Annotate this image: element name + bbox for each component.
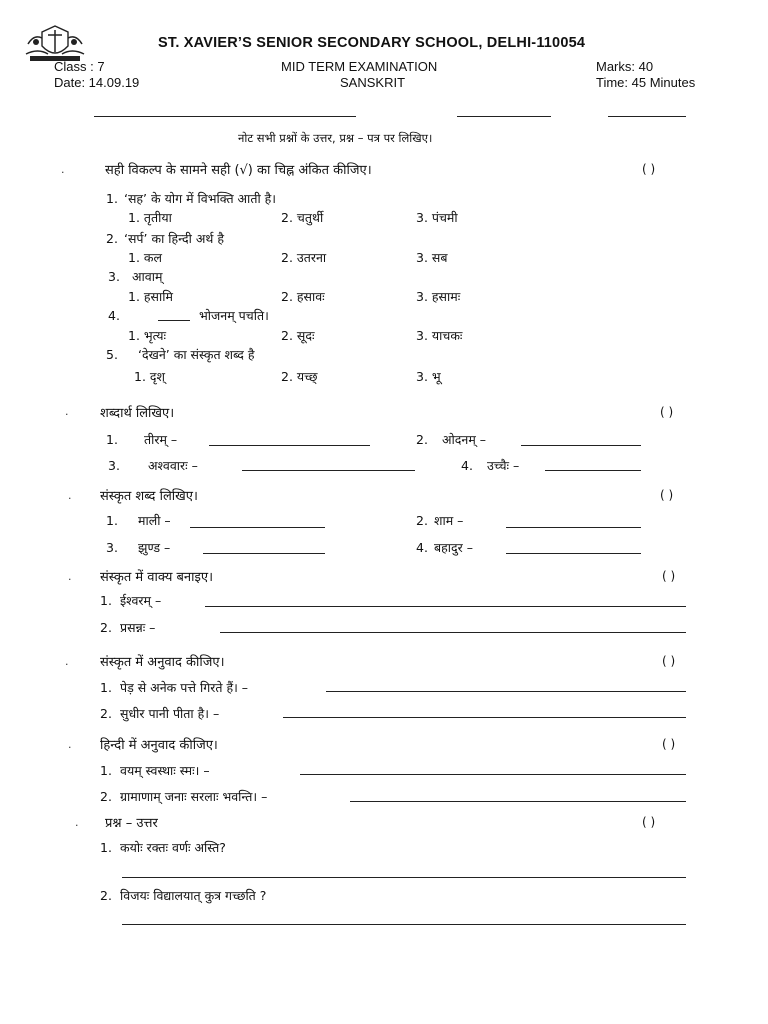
section-bullet: .: [68, 489, 72, 502]
s5-item-1-label: पेड़ से अनेक पत्ते गिरते हैं। –: [120, 680, 249, 695]
section-1-title: सही विकल्प के सामने सही (√) का चिह्न अंकित कीजिए।: [105, 163, 372, 178]
section-bullet: .: [61, 163, 65, 176]
section-6-title: हिन्दी में अनुवाद कीजिए।: [100, 738, 218, 753]
q5-option-1[interactable]: 1. दृश्: [134, 369, 166, 384]
instruction-note: नोट सभी प्रश्नों के उत्तर, प्रश्न – पत्र पर लिखिए।: [238, 131, 433, 145]
time-label: Time: 45 Minutes: [596, 75, 696, 90]
s6-item-2-number: 2.: [100, 789, 112, 804]
s2-item-2-answer-line[interactable]: [521, 445, 641, 446]
section-3-marks-box: ( ): [660, 488, 674, 502]
q2-option-2[interactable]: 2. उतरना: [281, 250, 327, 265]
school-name: ST. XAVIER’S SENIOR SECONDARY SCHOOL, DELHI-110054: [158, 35, 586, 51]
q3-option-2[interactable]: 2. हसावः: [281, 289, 325, 304]
s2-item-4-label: उच्चैः –: [487, 458, 520, 473]
s6-item-1-answer-line[interactable]: [300, 774, 686, 775]
section-bullet: .: [68, 738, 72, 751]
section-5-title: संस्कृत में अनुवाद कीजिए।: [100, 655, 225, 670]
s2-item-3-number: 3.: [108, 458, 120, 473]
section-7-title: प्रश्न – उत्तर: [105, 816, 158, 831]
q3-number: 3.: [108, 269, 120, 284]
s2-item-2-label: ओदनम् –: [442, 432, 487, 447]
s4-item-2-label: प्रसन्नः –: [120, 620, 156, 635]
s5-item-2-number: 2.: [100, 706, 112, 721]
s7-item-2-answer-line[interactable]: [122, 924, 686, 925]
s7-item-2-label: विजयः विद्यालयात् कुत्र गच्छति ?: [120, 888, 267, 903]
s3-item-1-number: 1.: [106, 513, 118, 528]
q1-number: 1.: [106, 191, 118, 206]
q2-option-1[interactable]: 1. कल: [128, 250, 162, 265]
s4-item-2-number: 2.: [100, 620, 112, 635]
s6-item-2-label: ग्रामाणाम् जनाः सरलाः भवन्ति। –: [120, 789, 268, 804]
q2-number: 2.: [106, 231, 118, 246]
section-4-title: संस्कृत में वाक्य बनाइए।: [100, 570, 214, 585]
s2-item-4-answer-line[interactable]: [545, 470, 641, 471]
s2-item-3-label: अश्ववारः –: [148, 458, 198, 473]
school-crest-logo: [24, 24, 86, 64]
s6-item-1-number: 1.: [100, 763, 112, 778]
q4-option-2[interactable]: 2. सूदः: [281, 328, 315, 343]
s2-item-3-answer-line[interactable]: [242, 470, 415, 471]
q3-text: आवाम्: [132, 269, 163, 284]
section-7-marks-box: ( ): [642, 815, 656, 829]
s3-item-2-number: 2.: [416, 513, 428, 528]
section-4-marks-box: ( ): [662, 569, 676, 583]
s7-item-1-answer-line[interactable]: [122, 877, 686, 878]
q3-option-3[interactable]: 3. हसामः: [416, 289, 461, 304]
s3-item-2-answer-line[interactable]: [506, 527, 641, 528]
s7-item-1-number: 1.: [100, 840, 112, 855]
s5-item-2-label: सुधीर पानी पीता है। –: [120, 706, 220, 721]
q5-text: ‘देखने’ का संस्कृत शब्द है: [138, 347, 255, 362]
q1-option-3[interactable]: 3. पंचमी: [416, 210, 458, 225]
s3-item-1-label: माली –: [138, 513, 171, 528]
q4-option-3[interactable]: 3. याचकः: [416, 328, 463, 343]
s3-item-3-label: झुण्ड –: [138, 540, 171, 555]
section-bullet: .: [75, 816, 79, 829]
q4-option-1[interactable]: 1. भृत्यः: [128, 328, 167, 343]
s2-item-1-label: तीरम् –: [144, 432, 178, 447]
s3-item-3-number: 3.: [106, 540, 118, 555]
s7-item-2-number: 2.: [100, 888, 112, 903]
roll-blank-line[interactable]: [457, 116, 551, 117]
s4-item-1-number: 1.: [100, 593, 112, 608]
q2-option-3[interactable]: 3. सब: [416, 250, 448, 265]
s2-item-4-number: 4.: [461, 458, 473, 473]
date-label: Date: 14.09.19: [54, 75, 140, 90]
s2-item-1-number: 1.: [106, 432, 118, 447]
s5-item-1-number: 1.: [100, 680, 112, 695]
section-bullet: .: [65, 655, 69, 668]
s6-item-1-label: वयम् स्वस्थाः स्मः। –: [120, 763, 210, 778]
section-6-marks-box: ( ): [662, 737, 676, 751]
s3-item-3-answer-line[interactable]: [203, 553, 325, 554]
section-blank-line[interactable]: [608, 116, 686, 117]
q5-option-3[interactable]: 3. भू: [416, 369, 441, 384]
q4-text: भोजनम् पचति।: [199, 308, 269, 323]
q5-number: 5.: [106, 347, 118, 362]
s6-item-2-answer-line[interactable]: [350, 801, 686, 802]
section-5-marks-box: ( ): [662, 654, 676, 668]
q3-option-1[interactable]: 1. हसामि: [128, 289, 173, 304]
exam-title: MID TERM EXAMINATION: [281, 59, 438, 74]
subject-label: SANSKRIT: [340, 75, 406, 90]
s3-item-2-label: शाम –: [434, 513, 464, 528]
q5-option-2[interactable]: 2. यच्छ्: [281, 369, 318, 384]
q1-option-1[interactable]: 1. तृतीया: [128, 210, 172, 225]
q1-text: ‘सह’ के योग में विभक्ति आती है।: [124, 191, 277, 206]
section-2-title: शब्दार्थ लिखिए।: [100, 406, 175, 421]
s7-item-1-label: कयोः रक्तः वर्णः अस्ति?: [120, 840, 226, 855]
s4-item-1-label: ईश्वरम् –: [120, 593, 162, 608]
s3-item-4-number: 4.: [416, 540, 428, 555]
s3-item-4-answer-line[interactable]: [506, 553, 641, 554]
section-bullet: .: [68, 570, 72, 583]
section-bullet: .: [65, 405, 69, 418]
s4-item-2-answer-line[interactable]: [220, 632, 686, 633]
section-2-marks-box: ( ): [660, 405, 674, 419]
s5-item-2-answer-line[interactable]: [283, 717, 686, 718]
marks-label: Marks: 40: [596, 59, 654, 74]
s5-item-1-answer-line[interactable]: [326, 691, 686, 692]
q2-text: ‘सर्प’ का हिन्दी अर्थ है: [124, 231, 225, 246]
q4-fill-blank[interactable]: [158, 320, 190, 321]
section-1-marks-box: ( ): [642, 162, 656, 176]
s3-item-4-label: बहादुर –: [434, 540, 473, 555]
section-3-title: संस्कृत शब्द लिखिए।: [100, 489, 198, 504]
s2-item-2-number: 2.: [416, 432, 428, 447]
s3-item-1-answer-line[interactable]: [190, 527, 325, 528]
q1-option-2[interactable]: 2. चतुर्थी: [281, 210, 324, 225]
s4-item-1-answer-line[interactable]: [205, 606, 686, 607]
name-blank-line[interactable]: [94, 116, 356, 117]
class-label: Class : 7: [54, 59, 105, 74]
q4-number: 4.: [108, 308, 120, 323]
s2-item-1-answer-line[interactable]: [209, 445, 370, 446]
